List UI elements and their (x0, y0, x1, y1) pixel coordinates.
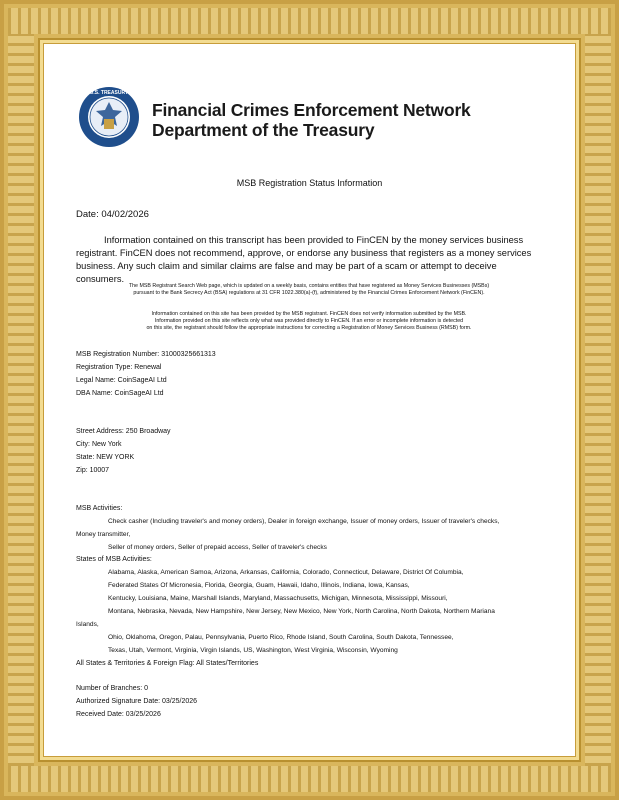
number-of-branches: Number of Branches: 0 (76, 685, 148, 692)
street-address: Street Address: 250 Broadway (76, 428, 171, 435)
notice-search-page (76, 283, 542, 297)
activities-line: Check casher (Including traveler's and money orders), Dealer in foreign exchange, Issuer of money orders, Issuer of traveler's checks, (108, 518, 500, 525)
treasury-seal-icon (78, 86, 140, 148)
states-line: Islands, (76, 621, 99, 628)
states-line: Montana, Nebraska, Nevada, New Hampshire, New Jersey, New Mexico, New York, North Carolina, North Dakota, Northern Mariana (108, 608, 495, 615)
states-line: Kentucky, Louisiana, Maine, Marshall Islands, Maryland, Massachusetts, Michigan, Minnesota, Mississippi, Missouri, (108, 595, 448, 602)
notice-line: Information contained on this site has been provided by the MSB registrant. FinCEN does not verify information submitted by the MSB. (151, 311, 467, 317)
document-page (44, 44, 575, 756)
legal-name: Legal Name: CoinSageAI Ltd (76, 377, 167, 384)
msb-activities-label: MSB Activities: (76, 505, 123, 512)
received-date: Received Date: 03/25/2026 (76, 711, 161, 718)
notice-line: Information provided on this site reflects only what was provided directly to FinCEN. If an error or incomplete information is detected (154, 318, 464, 324)
city: City: New York (76, 441, 122, 448)
letterhead (78, 86, 548, 148)
registration-number: MSB Registration Number: 31000325661313 (76, 351, 216, 358)
department-title: Department of the Treasury (152, 120, 375, 140)
states-line: Federated States Of Micronesia, Florida, Georgia, Guam, Hawaii, Idaho, Illinois, Indiana, Iowa, Kansas, (108, 582, 410, 589)
all-states-flag: All States & Territories & Foreign Flag: All States/Territories (76, 660, 259, 667)
notice-verification (76, 311, 542, 332)
signature-date: Authorized Signature Date: 03/25/2026 (76, 698, 198, 705)
states-line: Ohio, Oklahoma, Oregon, Palau, Pennsylvania, Puerto Rico, Rhode Island, South Carolina, South Dakota, Tennessee, (108, 634, 454, 641)
notice-line: pursuant to the Bank Secrecy Act (BSA) regulations at 31 CFR 1022.380(a)-(f), administered by the Financial Crimes Enforcement Network (FinCEN). (133, 290, 485, 296)
zip: Zip: 10007 (76, 467, 110, 474)
activities-line: Money transmitter, (76, 531, 131, 538)
registration-type: Registration Type: Renewal (76, 364, 162, 371)
agency-title: Financial Crimes Enforcement Network (152, 100, 471, 120)
document-date: Date: 04/02/2026 (76, 209, 149, 220)
dba-name: DBA Name: CoinSageAI Ltd (76, 390, 164, 397)
intro-paragraph: Information contained on this transcript has been provided to FinCEN by the money services business registrant. FinCEN does not recommend, approve, or endorse any business that registers as a money services business. Any such claim and similar claims are false and may be part of a scam or attempt to deceive consumers. (76, 235, 532, 284)
states-line: Texas, Utah, Vermont, Virginia, Virgin Islands, US, Washington, West Virginia, Wisconsin, Wyoming (108, 647, 398, 654)
states-line: Alabama, Alaska, American Samoa, Arizona, Arkansas, California, Colorado, Connecticut, Delaware, District Of Columbia, (108, 569, 464, 576)
notice-line: on this site, the registrant should follow the appropriate instructions for correcting a Registration of Money Services Business (RMSB) form. (146, 325, 472, 331)
activities-line: Seller of money orders, Seller of prepaid access, Seller of traveler's checks (108, 544, 327, 551)
states-label: States of MSB Activities: (76, 556, 152, 563)
state: State: NEW YORK (76, 454, 135, 461)
svg-text:U.S. TREASURY: U.S. TREASURY (89, 90, 129, 96)
notice-line: The MSB Registrant Search Web page, which is updated on a weekly basis, contains entities that have registered as Money Services Businesses (MSBs) (128, 283, 490, 289)
document-title: MSB Registration Status Information (236, 178, 383, 188)
